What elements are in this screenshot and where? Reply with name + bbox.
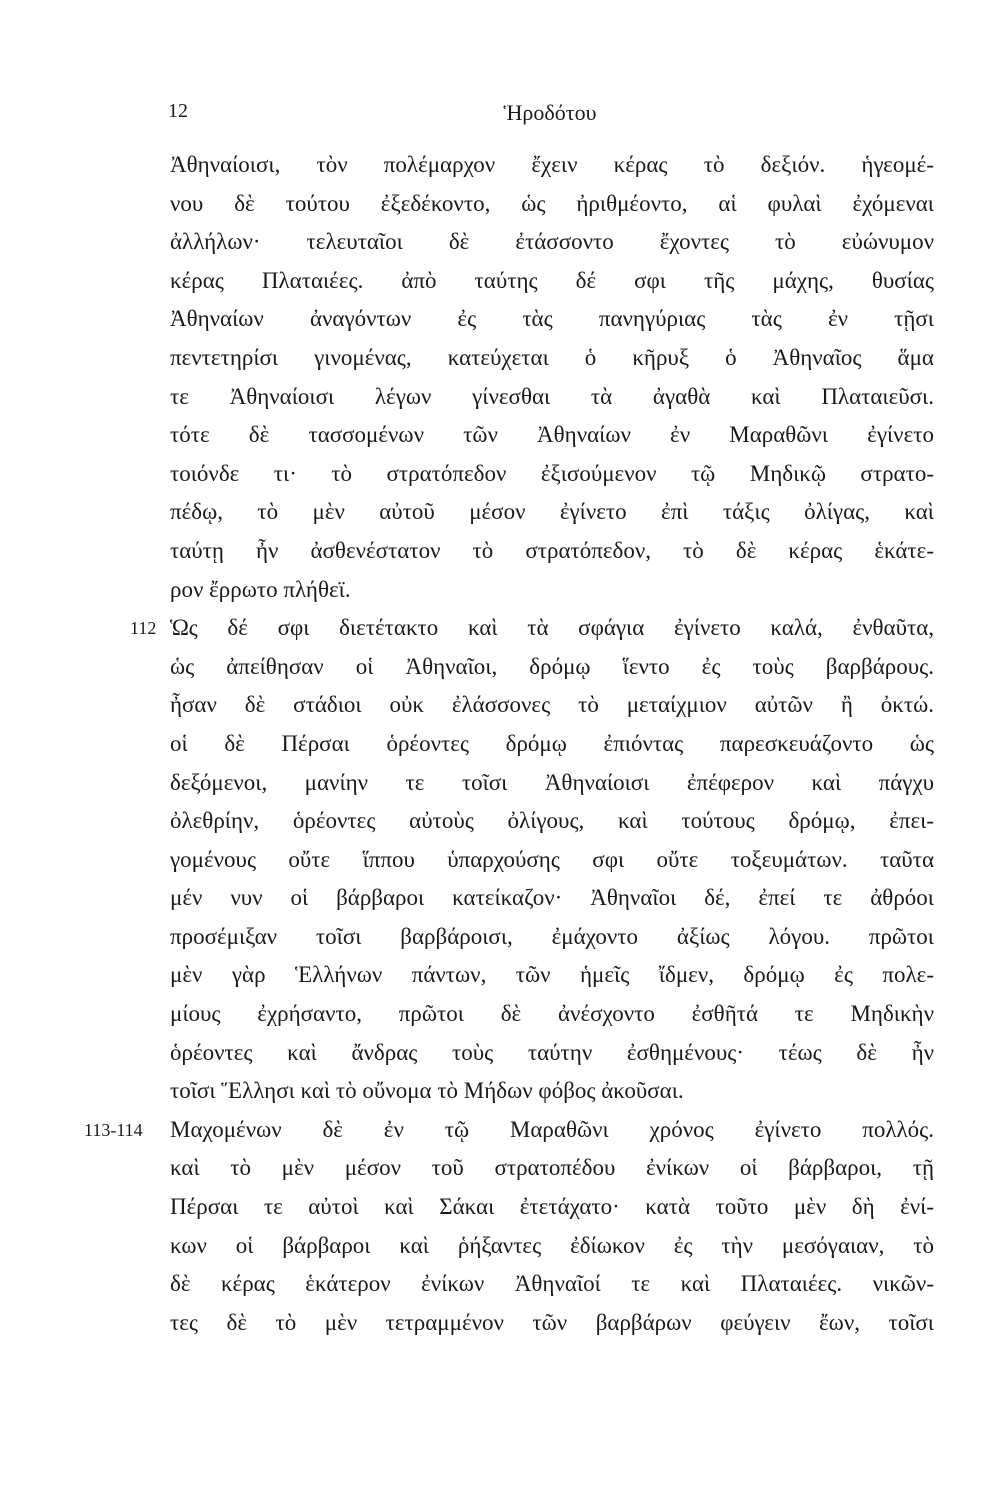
text-line	[170, 995, 934, 1034]
text-line	[170, 339, 934, 378]
text-line	[170, 571, 934, 610]
body-text	[84, 146, 934, 1342]
line-text: οἱ δὲ Πέρσαι ὁρέοντες δρόμῳ ἐπιόντας παρεσκευάζοντο ὡς	[170, 730, 934, 756]
text-line	[170, 223, 934, 262]
text-line	[170, 532, 934, 571]
text-line	[170, 262, 934, 301]
line-text: ἀλλήλων· τελευταῖοι δὲ ἐτάσσοντο ἔχοντες τὸ εὐώνυμον	[170, 229, 934, 255]
line-text: κων οἱ βάρβαροι καὶ ῥήξαντες ἐδίωκον ἐς τὴν μεσόγαιαν, τὸ	[170, 1232, 934, 1258]
text-line	[84, 1111, 934, 1150]
line-text: ἦσαν δὲ στάδιοι οὐκ ἐλάσσονες τὸ μεταίχμιον αὐτῶν ἢ ὀκτώ.	[170, 692, 934, 718]
text-line	[170, 378, 934, 417]
text-line	[170, 802, 934, 841]
text-line	[170, 1304, 934, 1343]
line-text: νου δὲ τούτου ἐξεδέκοντο, ὡς ἠριθμέοντο, αἱ φυλαὶ ἐχόμεναι	[170, 190, 934, 216]
page-number: 12	[168, 100, 188, 122]
text-line	[170, 648, 934, 687]
line-text: καὶ τὸ μὲν μέσον τοῦ στρατοπέδου ἐνίκων οἱ βάρβαροι, τῇ	[170, 1155, 934, 1181]
line-text: Ὡς δέ σφι διετέτακτο καὶ τὰ σφάγια ἐγίνετο καλά, ἐνθαῦτα,	[170, 615, 934, 641]
text-line	[170, 841, 934, 880]
line-text: προσέμιξαν τοῖσι βαρβάροισι, ἐμάχοντο ἀξίως λόγου. πρῶτοι	[170, 923, 934, 949]
text-line	[170, 1034, 934, 1073]
text-line	[170, 879, 934, 918]
text-line	[170, 1072, 934, 1111]
line-text: ὁρέοντες καὶ ἄνδρας τοὺς ταύτην ἐσθημένους· τέως δὲ ἦν	[170, 1039, 934, 1065]
text-line	[170, 918, 934, 957]
line-text: Πέρσαι τε αὐτοὶ καὶ Σάκαι ἐτετάχατο· κατὰ τοῦτο μὲν δὴ ἐνί-	[170, 1194, 934, 1220]
text-line	[170, 493, 934, 532]
line-text: γομένους οὔτε ἵππου ὑπαρχούσης σφι οὔτε τοξευμάτων. ταῦτα	[170, 846, 934, 872]
line-text: πεντετηρίσι γινομένας, κατεύχεται ὁ κῆρυξ ὁ Ἀθηναῖος ἅμα	[170, 344, 934, 370]
margin-section-number: 112	[130, 618, 157, 639]
line-text: τοῖσι Ἕλλησι καὶ τὸ οὔνομα τὸ Μήδων φόβος ἀκοῦσαι.	[170, 1078, 684, 1104]
line-text: Ἀθηναίοισι, τὸν πολέμαρχον ἔχειν κέρας τὸ δεξιόν. ἡγεομέ-	[170, 152, 934, 177]
line-text: ὀλεθρίην, ὁρέοντες αὐτοὺς ὀλίγους, καὶ τούτους δρόμῳ, ἐπει-	[170, 808, 934, 834]
line-text: τες δὲ τὸ μὲν τετραμμένον τῶν βαρβάρων φεύγειν ἔων, τοῖσι	[170, 1309, 934, 1335]
line-text: δεξόμενοι, μανίην τε τοῖσι Ἀθηναίοισι ἐπέφερον καὶ πάγχυ	[170, 769, 934, 795]
line-text: μὲν γὰρ Ἑλλήνων πάντων, τῶν ἡμεῖς ἴδμεν, δρόμῳ ἐς πολε-	[170, 962, 934, 988]
text-line	[170, 686, 934, 725]
text-line	[170, 1188, 934, 1227]
running-title: Ἡροδότου	[503, 100, 597, 125]
line-text: μίους ἐχρήσαντο, πρῶτοι δὲ ἀνέσχοντο ἐσθῆτά τε Μηδικὴν	[170, 1001, 934, 1027]
text-line	[170, 416, 934, 455]
text-line	[170, 300, 934, 339]
line-text: πέδῳ, τὸ μὲν αὐτοῦ μέσον ἐγίνετο ἐπὶ τάξις ὀλίγας, καὶ	[170, 499, 934, 525]
text-line	[170, 956, 934, 995]
line-text: ὡς ἀπείθησαν οἱ Ἀθηναῖοι, δρόμῳ ἵεντο ἐς τοὺς βαρβάρους.	[170, 653, 934, 679]
text-line	[130, 609, 934, 648]
line-text: Ἀθηναίων ἀναγόντων ἐς τὰς πανηγύριας τὰς ἐν τῇσι	[170, 306, 934, 332]
line-text: τοιόνδε τι· τὸ στρατόπεδον ἐξισούμενον τῷ Μηδικῷ στρατο-	[170, 460, 934, 486]
text-line	[170, 764, 934, 803]
text-line	[170, 185, 934, 224]
margin-section-number: 113-114	[84, 1119, 143, 1140]
line-text: Μαχομένων δὲ ἐν τῷ Μαραθῶνι χρόνος ἐγίνετο πολλός.	[170, 1116, 934, 1142]
text-line	[170, 1149, 934, 1188]
text-line	[170, 1265, 934, 1304]
text-line	[170, 725, 934, 764]
line-text: τε Ἀθηναίοισι λέγων γίνεσθαι τὰ ἀγαθὰ καὶ Πλαταιεῦσι.	[170, 383, 934, 409]
page-header	[168, 100, 932, 130]
line-text: κέρας Πλαταιέες. ἀπὸ ταύτης δέ σφι τῆς μάχης, θυσίας	[170, 267, 934, 293]
text-line	[170, 146, 934, 185]
text-line	[170, 455, 934, 494]
line-text: δὲ κέρας ἑκάτερον ἐνίκων Ἀθηναῖοί τε καὶ Πλαταιέες. νικῶν-	[170, 1271, 934, 1297]
text-line	[170, 1227, 934, 1266]
line-text: ταύτῃ ἦν ἀσθενέστατον τὸ στρατόπεδον, τὸ δὲ κέρας ἑκάτε-	[170, 537, 934, 563]
line-text: τότε δὲ τασσομένων τῶν Ἀθηναίων ἐν Μαραθῶνι ἐγίνετο	[170, 422, 934, 448]
line-text: ρον ἔρρωτο πλήθεϊ.	[170, 576, 351, 602]
line-text: μέν νυν οἱ βάρβαροι κατείκαζον· Ἀθηναῖοι δέ, ἐπεί τε ἀθρόοι	[170, 885, 934, 911]
